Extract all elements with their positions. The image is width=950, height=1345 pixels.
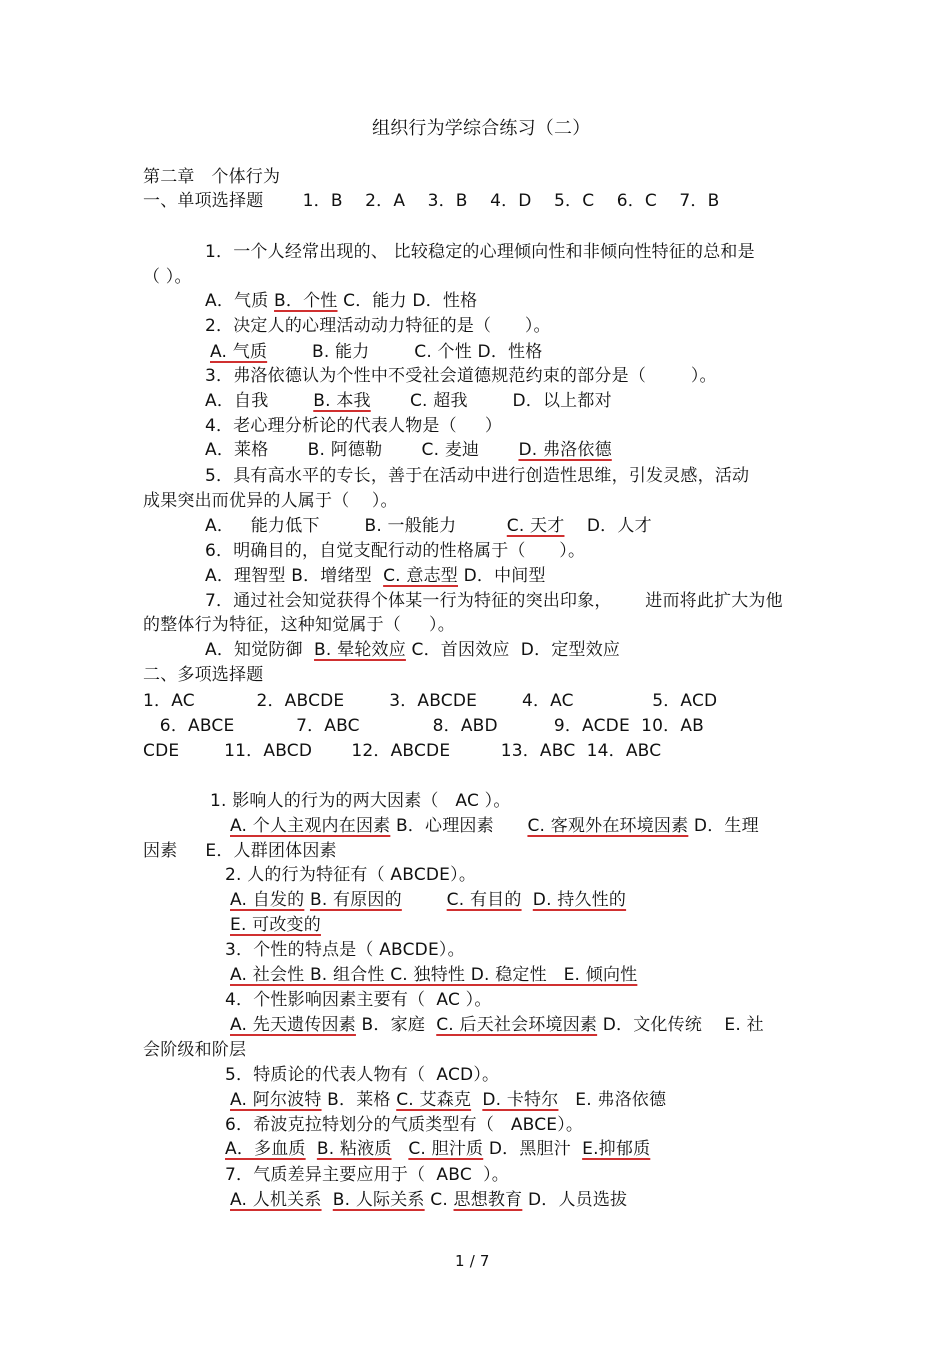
text-line [143,490,398,512]
text-segment: 5．具有高水平的专长，善于在活动中进行创造性思维，引发灵感，活动 [205,466,750,486]
text-line [143,715,704,737]
text-line [143,1039,246,1061]
text-line [230,1189,627,1211]
text-line [205,465,749,487]
text-segment: 5．特质论的代表人物有（ ACD）。 [225,1065,500,1085]
text-line [230,1014,764,1036]
text-segment [306,1139,317,1159]
text-segment: A．理智型 B．增绪型 [205,566,384,586]
page-number: 1 / 7 [455,1252,490,1270]
answer-underlined: A. 个人主观内在因素 [230,816,391,836]
text-segment: A．莱格 B. 阿德勒 C. 麦迪 [205,440,519,460]
answer-underlined: C. 后天社会环境因素 [436,1015,598,1035]
answer-underlined: D. 卡特尔 [482,1090,559,1110]
text-line [230,815,759,837]
text-segment: 1．一个人经常出现的、 比较稳定的心理倾向性和非倾向性特征的总和是 [205,242,755,262]
text-line [230,889,626,911]
text-line [230,914,321,936]
text-line [225,939,465,961]
text-line [143,166,280,188]
text-segment: C．首因效应 D．定型效应 [405,640,621,660]
answer-underlined: B. 人际关系 [332,1190,425,1210]
text-line [205,390,612,412]
text-line [143,266,192,288]
text-line [210,790,511,812]
text-segment: B. 能力 C. 个性 D．性格 [267,342,543,362]
text-segment: 6．明确目的，自觉支配行动的性格属于（ ）。 [205,541,586,561]
answer-underlined: C. 胆汁质 [408,1139,484,1159]
text-line [143,840,337,862]
answer-underlined: C. 天才 [506,516,565,536]
text-segment: B．莱格 [321,1090,397,1110]
text-segment: D．中间型 [458,566,546,586]
text-line [205,565,546,587]
text-segment: D．生理 [688,816,759,836]
text-line [205,290,477,312]
answer-underlined: B. 粘液质 [316,1139,392,1159]
text-segment: C. [424,1190,454,1210]
text-line [205,415,502,437]
text-segment [322,1190,333,1210]
answer-underlined: B. 晕轮效应 [314,640,406,660]
text-line [205,315,551,337]
text-line [205,439,612,461]
text-line [205,590,783,612]
text-segment: B．家庭 [355,1015,437,1035]
answer-underlined: A. 气质 [210,342,268,362]
text-segment: 4．老心理分析论的代表人物是（ ） [205,416,503,436]
answer-underlined: E.抑郁质 [582,1139,651,1159]
text-line [205,241,755,263]
text-segment: D．人才 [564,516,652,536]
text-segment: C. 超我 D．以上都对 [370,391,612,411]
text-segment: 2. 人的行为特征有（ ABCDE）。 [225,865,477,885]
answer-underlined: E. 可改变的 [230,915,321,935]
text-segment: 的整体行为特征，这种知觉属于（ ）。 [143,615,455,635]
text-segment: 7．通过社会知觉获得个体某一行为特征的突出印象， 进而将此扩大为他 [205,591,783,611]
answer-underlined: A．多血质 [225,1139,306,1159]
text-segment [522,890,533,910]
text-segment: 2．决定人的心理活动动力特征的是（ ）。 [205,316,551,336]
text-line [225,1114,583,1136]
text-line [225,1064,499,1086]
answer-underlined: C. 有目的 [446,890,522,910]
text-segment: 7．气质差异主要应用于（ ABC ）。 [225,1165,509,1185]
answer-underlined: D. 持久性的 [532,890,627,910]
answer-underlined: C. 意志型 [383,566,458,586]
text-segment: 二、多项选择题 [143,665,264,685]
text-segment [402,890,447,910]
text-segment: 6．希波克拉特划分的气质类型有（ ABCE）。 [225,1115,584,1135]
text-line [230,1089,666,1111]
text-segment: 会阶级和阶层 [143,1040,247,1060]
text-line [225,864,476,886]
text-segment: C．能力 D．性格 [337,291,478,311]
text-line [143,740,661,762]
answer-underlined: A. 人机关系 [230,1190,322,1210]
text-segment: B．心理因素 [390,816,528,836]
text-line [230,964,637,986]
text-line [205,515,652,537]
text-segment: 一、单项选择题 1．B 2．A 3．B 4．D 5．C 6．C 7．B [143,191,720,211]
text-line [143,614,455,636]
answer-underlined: B. 本我 [313,391,371,411]
text-segment: D．文化传统 E. 社 [597,1015,764,1035]
text-line [205,540,585,562]
text-line [205,365,717,387]
answer-underlined: D. 弗洛依德 [518,440,612,460]
text-segment: A．气质 [205,291,275,311]
text-segment: 1．AC 2．ABCDE 3．ABCDE 4．AC 5．ACD [143,691,718,711]
text-segment [471,1090,482,1110]
answer-underlined: C. 艾森克 [396,1090,472,1110]
text-segment: 成果突出而优异的人属于（ ）。 [143,491,398,511]
text-segment: 4．个性影响因素主要有（ AC ）。 [225,990,492,1010]
text-segment: 因素 E．人群团体因素 [143,841,337,861]
text-line [225,1138,650,1160]
text-segment: 1. 影响人的行为的两大因素（ AC ）。 [210,791,511,811]
text-line [143,690,717,712]
answer-underlined: A. 社会性 B. 组合性 C. 独特性 D. 稳定性 E. 倾向性 [230,965,638,985]
text-segment: 3．个性的特点是（ ABCDE）。 [225,940,465,960]
text-line [210,341,542,363]
answer-underlined: A. 先天遗传因素 [230,1015,356,1035]
text-segment: （ ）。 [143,267,192,287]
text-segment: E. 弗洛依德 [558,1090,667,1110]
text-segment: A．知觉防御 [205,640,315,660]
text-segment: 第二章 个体行为 [143,167,281,187]
answer-underlined: B．个性 [274,291,338,311]
answer-underlined: 思想教育 [453,1190,523,1210]
text-line [205,639,620,661]
text-line [143,664,263,686]
text-segment: D．黑胆汁 [483,1139,583,1159]
text-segment: 6．ABCE 7．ABC 8．ABD 9．ACDE 10．AB [143,716,705,736]
answer-underlined: B. 有原因的 [309,890,402,910]
text-line [225,989,492,1011]
answer-underlined: C. 客观外在环境因素 [527,816,689,836]
answer-underlined: A. 阿尔波特 [230,1090,322,1110]
text-segment: A．自我 [205,391,314,411]
text-segment: 3．弗洛依德认为个性中不受社会道德规范约束的部分是（ ）。 [205,366,717,386]
text-segment: D．人员选拔 [522,1190,628,1210]
text-segment: A． 能力低下 B. 一般能力 [205,516,507,536]
text-segment: CDE 11．ABCD 12．ABCDE 13．ABC 14．ABC [143,741,662,761]
page-title: 组织行为学综合练习（二） [372,118,591,139]
text-line [143,190,719,212]
answer-underlined: A. 自发的 [230,890,305,910]
text-segment [392,1139,409,1159]
text-line [225,1164,509,1186]
